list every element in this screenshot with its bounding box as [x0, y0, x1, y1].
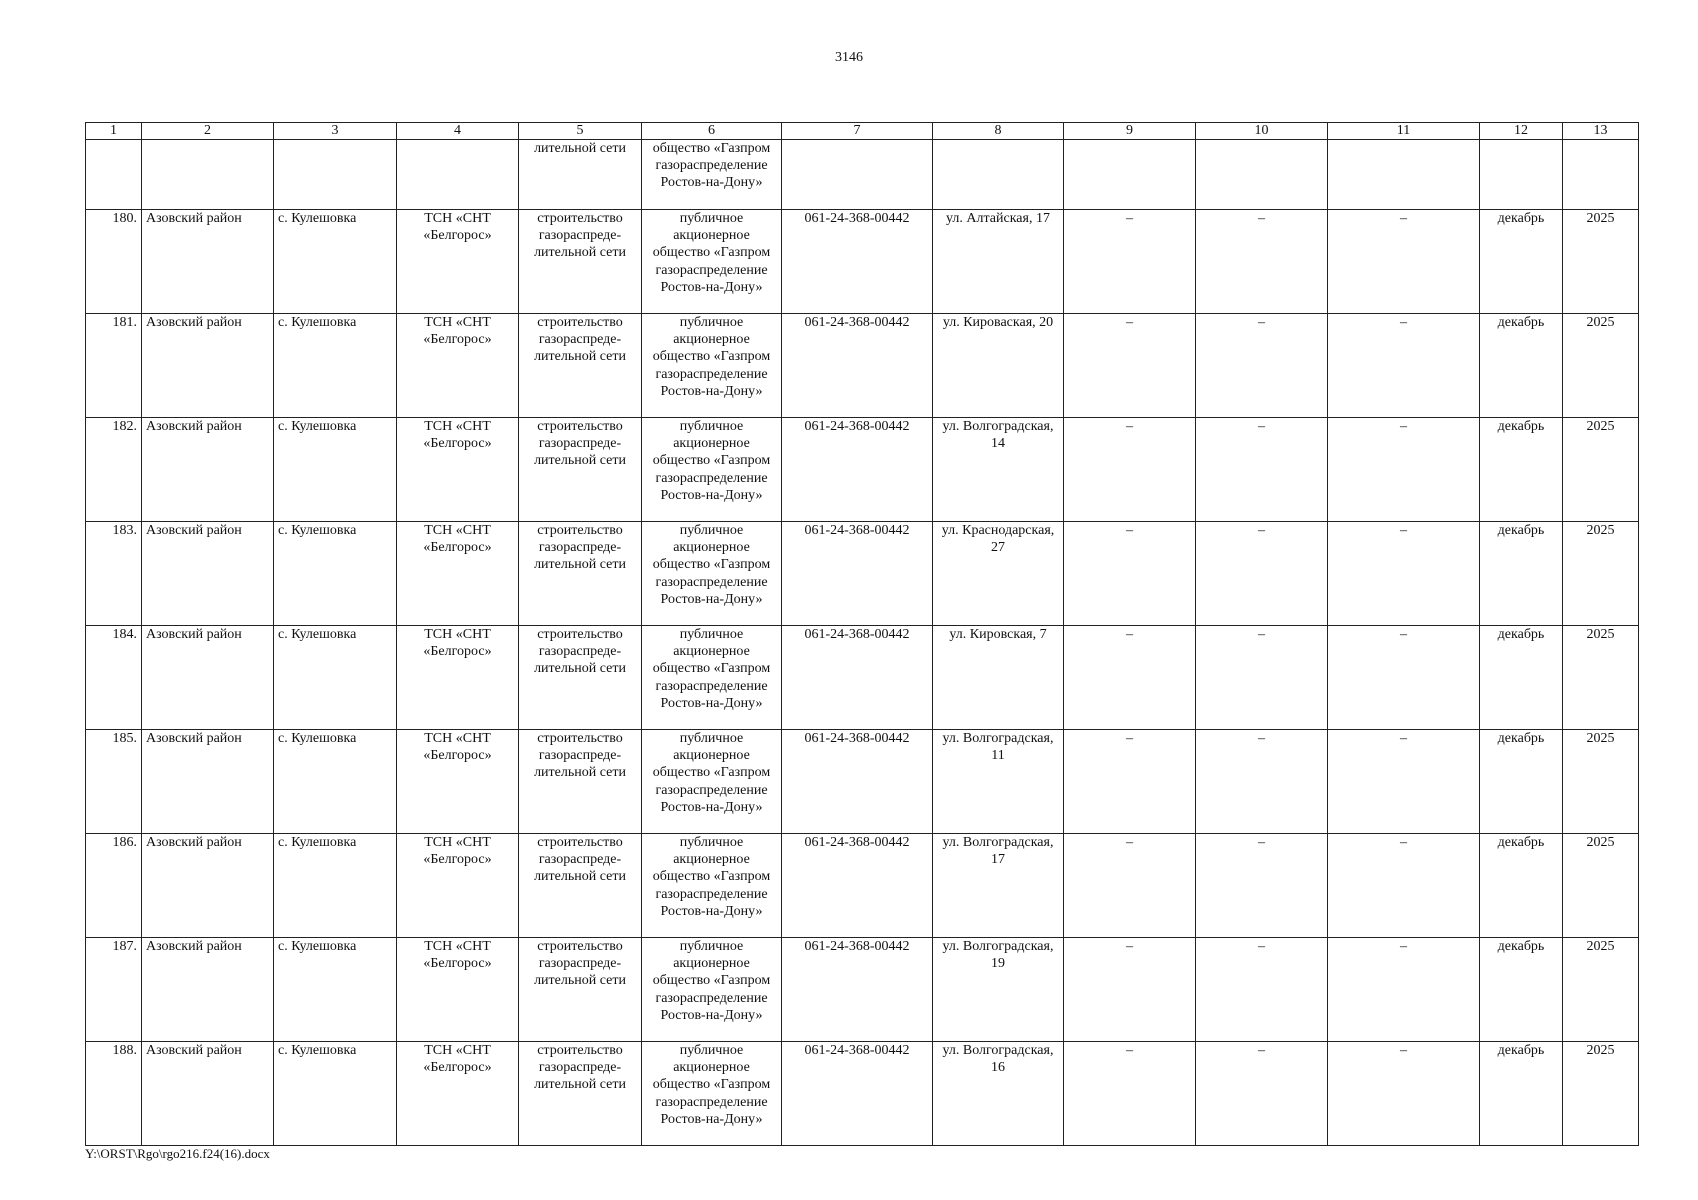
cell-address: ул. Кировская, 7: [933, 626, 1064, 730]
cell-work: строительство газораспреде-лительной сети: [519, 418, 642, 522]
cell-district: Азовский район: [142, 418, 274, 522]
cell-month: декабрь: [1480, 314, 1563, 418]
cell-applicant: ТСН «СНТ «Белгорос»: [397, 626, 519, 730]
cell-code: 061-24-368-00442: [782, 522, 933, 626]
cell-org: публичное акционерное общество «Газпром газораспределение Ростов-на-Дону»: [642, 938, 782, 1042]
column-header: 8: [933, 123, 1064, 140]
cell-settlement: с. Кулешовка: [274, 314, 397, 418]
cell-code: 061-24-368-00442: [782, 834, 933, 938]
cell-work: строительство газораспреде-лительной сети: [519, 938, 642, 1042]
page-number: 3146: [835, 50, 863, 65]
cell-9: –: [1064, 938, 1196, 1042]
cell-org: публичное акционерное общество «Газпром газораспределение Ростов-на-Дону»: [642, 210, 782, 314]
cell-11: –: [1328, 210, 1480, 314]
cell-code: 061-24-368-00442: [782, 938, 933, 1042]
cell-work: строительство газораспреде-лительной сети: [519, 834, 642, 938]
cell-month: декабрь: [1480, 938, 1563, 1042]
cell-district: Азовский район: [142, 938, 274, 1042]
cell-settlement: с. Кулешовка: [274, 210, 397, 314]
column-header: 1: [86, 123, 142, 140]
cell-year: 2025: [1563, 626, 1639, 730]
cell-9: –: [1064, 730, 1196, 834]
cell-num: 183.: [86, 522, 142, 626]
cell-num: 187.: [86, 938, 142, 1042]
cell-applicant: ТСН «СНТ «Белгорос»: [397, 938, 519, 1042]
cell-11: –: [1328, 938, 1480, 1042]
column-header: 5: [519, 123, 642, 140]
cell-address: ул. Волгоградская, 19: [933, 938, 1064, 1042]
cell-applicant: ТСН «СНТ «Белгорос»: [397, 522, 519, 626]
cell-code: 061-24-368-00442: [782, 210, 933, 314]
cell-num: 188.: [86, 1042, 142, 1146]
cell-work: строительство газораспреде-лительной сети: [519, 730, 642, 834]
cell-code: 061-24-368-00442: [782, 626, 933, 730]
cell-11: –: [1328, 834, 1480, 938]
table-row: [86, 834, 1639, 938]
cell-10: –: [1196, 314, 1328, 418]
cell-org: публичное акционерное общество «Газпром газораспределение Ростов-на-Дону»: [642, 1042, 782, 1146]
cell-work: строительство газораспреде-лительной сети: [519, 1042, 642, 1146]
cell-num: 185.: [86, 730, 142, 834]
cell-month: декабрь: [1480, 1042, 1563, 1146]
cell-9: –: [1064, 522, 1196, 626]
cell-address: [933, 140, 1064, 210]
cell-num: 184.: [86, 626, 142, 730]
document-table: [85, 122, 1639, 1146]
cell-settlement: с. Кулешовка: [274, 418, 397, 522]
column-header: 12: [1480, 123, 1563, 140]
column-header: 11: [1328, 123, 1480, 140]
table-row: [86, 730, 1639, 834]
cell-work: строительство газораспреде-лительной сети: [519, 210, 642, 314]
cell-year: 2025: [1563, 834, 1639, 938]
cell-month: декабрь: [1480, 626, 1563, 730]
cell-9: –: [1064, 418, 1196, 522]
cell-11: –: [1328, 522, 1480, 626]
cell-address: ул. Кироваская, 20: [933, 314, 1064, 418]
cell-code: 061-24-368-00442: [782, 730, 933, 834]
cell-year: 2025: [1563, 1042, 1639, 1146]
cell-district: Азовский район: [142, 730, 274, 834]
column-header: 10: [1196, 123, 1328, 140]
cell-11: –: [1328, 1042, 1480, 1146]
cell-year: 2025: [1563, 314, 1639, 418]
cell-district: Азовский район: [142, 1042, 274, 1146]
cell-9: –: [1064, 1042, 1196, 1146]
cell-work: строительство газораспреде-лительной сети: [519, 314, 642, 418]
cell-applicant: ТСН «СНТ «Белгорос»: [397, 418, 519, 522]
cell-address: ул. Волгоградская, 11: [933, 730, 1064, 834]
column-header: 2: [142, 123, 274, 140]
cell-work: лительной сети: [519, 140, 642, 210]
cell-9: –: [1064, 210, 1196, 314]
cell-9: [1064, 140, 1196, 210]
cell-year: 2025: [1563, 418, 1639, 522]
cell-10: –: [1196, 938, 1328, 1042]
cell-year: [1563, 140, 1639, 210]
cell-applicant: ТСН «СНТ «Белгорос»: [397, 834, 519, 938]
cell-district: Азовский район: [142, 522, 274, 626]
cell-code: 061-24-368-00442: [782, 1042, 933, 1146]
cell-settlement: с. Кулешовка: [274, 1042, 397, 1146]
cell-settlement: [274, 140, 397, 210]
cell-settlement: с. Кулешовка: [274, 522, 397, 626]
cell-11: –: [1328, 626, 1480, 730]
cell-work: строительство газораспреде-лительной сети: [519, 626, 642, 730]
cell-org: общество «Газпром газораспределение Ростов-на-Дону»: [642, 140, 782, 210]
column-header: 4: [397, 123, 519, 140]
cell-month: декабрь: [1480, 834, 1563, 938]
table-row: [86, 626, 1639, 730]
cell-9: –: [1064, 834, 1196, 938]
table-row: [86, 938, 1639, 1042]
cell-11: [1328, 140, 1480, 210]
cell-address: ул. Волгоградская, 14: [933, 418, 1064, 522]
cell-applicant: ТСН «СНТ «Белгорос»: [397, 730, 519, 834]
continuation-row: [86, 140, 1639, 210]
cell-district: Азовский район: [142, 210, 274, 314]
cell-district: Азовский район: [142, 626, 274, 730]
column-header: 9: [1064, 123, 1196, 140]
column-header: 6: [642, 123, 782, 140]
table-row: [86, 522, 1639, 626]
header-row: [86, 123, 1639, 140]
cell-num: [86, 140, 142, 210]
cell-10: –: [1196, 418, 1328, 522]
cell-org: публичное акционерное общество «Газпром газораспределение Ростов-на-Дону»: [642, 834, 782, 938]
cell-10: –: [1196, 522, 1328, 626]
cell-10: –: [1196, 834, 1328, 938]
cell-settlement: с. Кулешовка: [274, 626, 397, 730]
cell-9: –: [1064, 626, 1196, 730]
cell-9: –: [1064, 314, 1196, 418]
cell-11: –: [1328, 730, 1480, 834]
cell-applicant: ТСН «СНТ «Белгорос»: [397, 314, 519, 418]
cell-year: 2025: [1563, 210, 1639, 314]
column-header: 7: [782, 123, 933, 140]
cell-month: декабрь: [1480, 522, 1563, 626]
table-row: [86, 210, 1639, 314]
cell-district: Азовский район: [142, 834, 274, 938]
column-header: 3: [274, 123, 397, 140]
table-row: [86, 314, 1639, 418]
cell-org: публичное акционерное общество «Газпром газораспределение Ростов-на-Дону»: [642, 418, 782, 522]
cell-11: –: [1328, 314, 1480, 418]
cell-district: [142, 140, 274, 210]
cell-org: публичное акционерное общество «Газпром газораспределение Ростов-на-Дону»: [642, 626, 782, 730]
cell-month: декабрь: [1480, 730, 1563, 834]
cell-10: –: [1196, 210, 1328, 314]
cell-month: декабрь: [1480, 210, 1563, 314]
cell-applicant: ТСН «СНТ «Белгорос»: [397, 1042, 519, 1146]
cell-10: –: [1196, 626, 1328, 730]
cell-org: публичное акционерное общество «Газпром газораспределение Ростов-на-Дону»: [642, 730, 782, 834]
cell-address: ул. Краснодарская, 27: [933, 522, 1064, 626]
cell-10: –: [1196, 1042, 1328, 1146]
cell-num: 182.: [86, 418, 142, 522]
table-row: [86, 418, 1639, 522]
cell-month: декабрь: [1480, 418, 1563, 522]
cell-year: 2025: [1563, 730, 1639, 834]
cell-work: строительство газораспреде-лительной сети: [519, 522, 642, 626]
cell-code: [782, 140, 933, 210]
cell-address: ул. Волгоградская, 16: [933, 1042, 1064, 1146]
cell-year: 2025: [1563, 938, 1639, 1042]
cell-11: –: [1328, 418, 1480, 522]
cell-10: [1196, 140, 1328, 210]
cell-num: 181.: [86, 314, 142, 418]
cell-month: [1480, 140, 1563, 210]
cell-year: 2025: [1563, 522, 1639, 626]
cell-settlement: с. Кулешовка: [274, 834, 397, 938]
cell-district: Азовский район: [142, 314, 274, 418]
cell-num: 186.: [86, 834, 142, 938]
cell-applicant: [397, 140, 519, 210]
footer-file-path: Y:\ORST\Rgo\rgo216.f24(16).docx: [85, 1146, 270, 1161]
cell-code: 061-24-368-00442: [782, 418, 933, 522]
cell-org: публичное акционерное общество «Газпром газораспределение Ростов-на-Дону»: [642, 314, 782, 418]
cell-address: ул. Волгоградская, 17: [933, 834, 1064, 938]
cell-applicant: ТСН «СНТ «Белгорос»: [397, 210, 519, 314]
cell-10: –: [1196, 730, 1328, 834]
cell-address: ул. Алтайская, 17: [933, 210, 1064, 314]
cell-code: 061-24-368-00442: [782, 314, 933, 418]
cell-settlement: с. Кулешовка: [274, 938, 397, 1042]
cell-org: публичное акционерное общество «Газпром газораспределение Ростов-на-Дону»: [642, 522, 782, 626]
cell-settlement: с. Кулешовка: [274, 730, 397, 834]
cell-num: 180.: [86, 210, 142, 314]
column-header: 13: [1563, 123, 1639, 140]
table-row: [86, 1042, 1639, 1146]
